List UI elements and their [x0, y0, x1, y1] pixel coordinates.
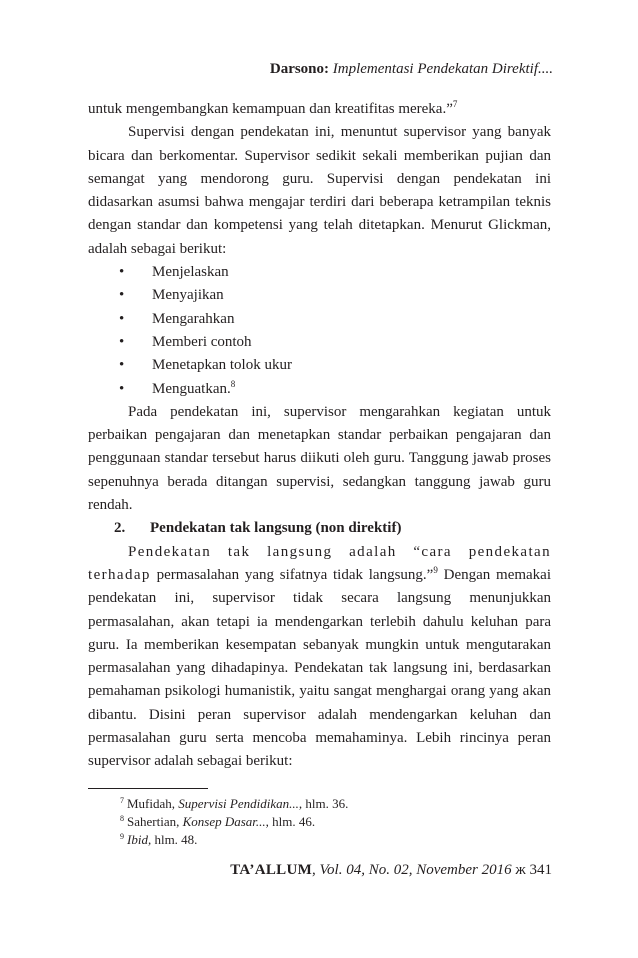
list-item: • Memberi contoh: [88, 331, 551, 354]
bullet-icon: •: [119, 357, 125, 374]
header-title: Implementasi Pendekatan Direktif....: [332, 61, 553, 77]
paragraph-2: Supervisi dengan pendekatan ini, menuntut supervisor yang banyak bicara dan berkomentar. Supervisor sedikit sekali memberikan pujian dan semangat yang mendorong guru. Supervisi dengan pendekatan ini didasarkan asumsi bahwa mengajar terdiri dari beberapa ketrampilan teknis dengan standar dan kompetensi yang telah ditetapkan. Menurut Glickman, adalah sebagai berikut:: [88, 124, 551, 257]
list-item: • Menetapkan tolok ukur: [88, 354, 551, 377]
bullet-icon: •: [119, 264, 125, 281]
running-header: [270, 60, 553, 78]
running-footer: TA’ALLUM, Vol. 04, No. 02, November 2016 ж 341: [230, 862, 552, 878]
bullet-icon: •: [119, 380, 125, 397]
paragraph-4: Pendekatan tak langsung adalah “cara pendekatan terhadap permasalahan yang sifatnya tidak langsung.”$^9$ Dengan memakai pendekatan ini, supervisor tidak secara langsung menunjukkan permasalahan, akan tetapi ia mendengarkan terlebih dahulu keluhan para guru. Ia memberikan kesempatan sebanyak mungkin untuk mengutarakan permasalahan yang dihadapinya. Pendekatan tak langsung ini, berdasarkan pemahaman psikologi humanistik, yaitu sangat menghargai orang yang akan dibantu. Disini peran supervisor adalah mendengarkan keluhan dan permasalahan guru serta mencoba memahaminya. Lebih rincinya peran supervisor adalah sebagai berikut:: [88, 543, 551, 770]
paragraph-3: Pada pendekatan ini, supervisor mengarahkan kegiatan untuk perbaikan pengajaran dan menetapkan standar perbaikan pengajaran dan penggunaan standar tersebut harus diikuti oleh guru. Tanggung jawab proses sepenuhnya berada ditangan supervisi, sedangkan tanggung jawab guru rendah.: [88, 403, 551, 514]
journal-volume: Vol. 04, No. 02, November 2016: [319, 862, 512, 878]
footnote-rule: [88, 788, 208, 789]
page-body: [88, 98, 551, 774]
section-heading: [88, 517, 551, 540]
header-author: Darsono:: [269, 61, 330, 77]
separator-mark: ж: [515, 862, 526, 878]
paragraph-1: untuk mengembangkan kemampuan dan kreatifitas mereka.”$^7$: [88, 99, 458, 117]
footnote-9: $^9$ Ibid, hlm. 48.: [120, 831, 198, 847]
bullet-icon: •: [119, 287, 125, 304]
footnote-8: $^8$ Sahertian, Konsep Dasar..., hlm. 46.: [120, 813, 316, 829]
journal-name: TA’ALLUM: [230, 862, 313, 878]
page-number: 341: [529, 862, 552, 878]
section-number: 2.: [114, 520, 126, 537]
footnote-ref-9[interactable]: 9: [433, 564, 438, 575]
list-item: • Menyajikan: [88, 284, 551, 307]
footnote-ref-7[interactable]: 7: [452, 99, 458, 109]
bullet-list: [88, 261, 551, 401]
list-item: • Mengarahkan: [88, 308, 551, 331]
list-item: • Menguatkan.$^8$: [88, 378, 551, 401]
list-item: • Menjelaskan: [88, 261, 551, 284]
footnotes: [120, 795, 348, 849]
section-title: Pendekatan tak langsung (non direktif): [150, 520, 402, 537]
footnote-7: $^7$ Mufidah, Supervisi Pendidikan..., hlm. 36.: [120, 795, 349, 811]
bullet-icon: •: [119, 310, 125, 327]
footnote-ref-8[interactable]: 8: [230, 378, 236, 389]
bullet-icon: •: [119, 333, 125, 350]
